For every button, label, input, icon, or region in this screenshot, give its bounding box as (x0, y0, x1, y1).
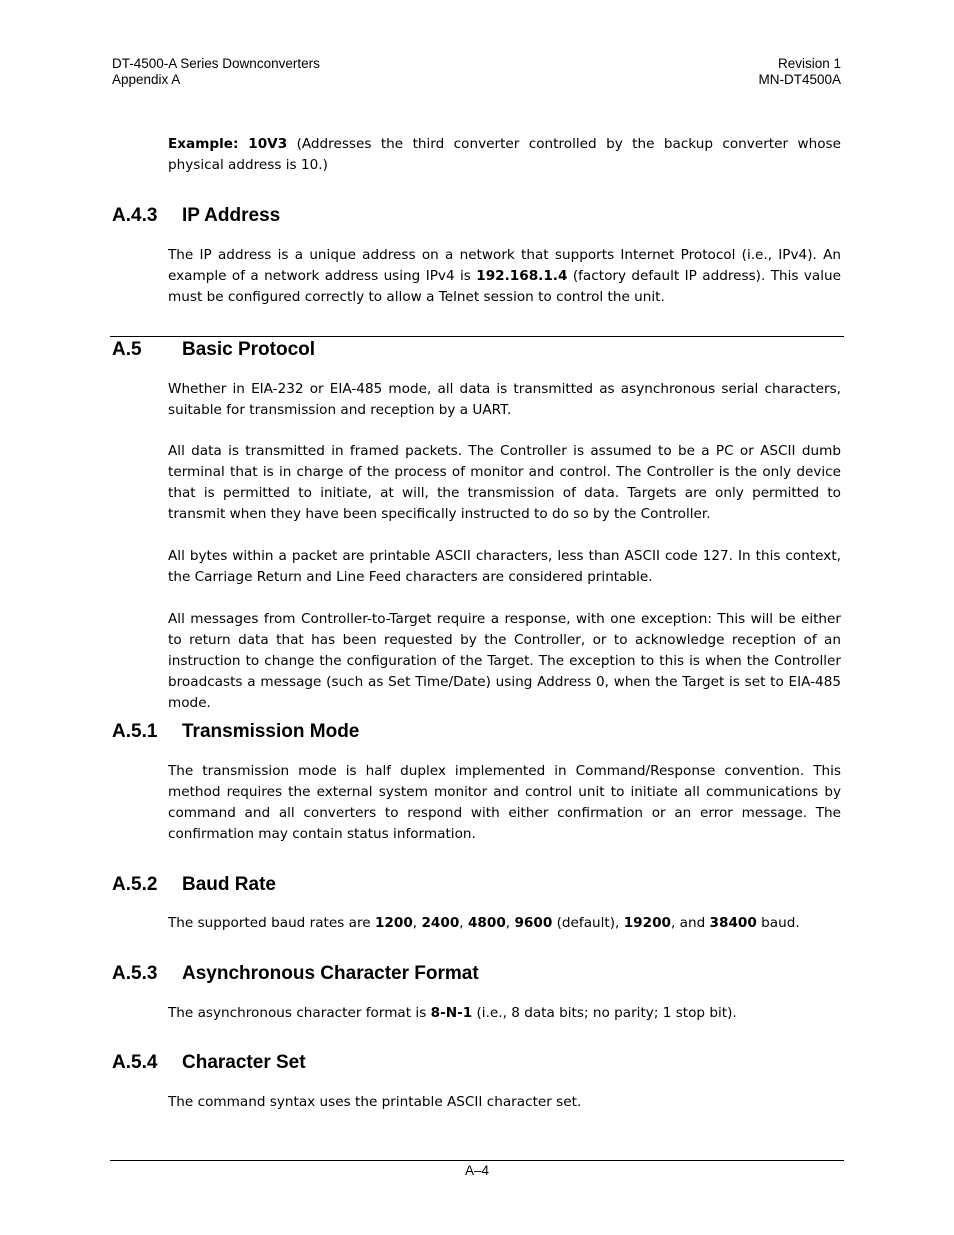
baud-text: The supported baud rates are (168, 915, 375, 931)
example-label: Example: 10V3 (168, 136, 288, 152)
section-number: A.5.1 (112, 721, 158, 742)
section-heading-a43 (112, 204, 280, 228)
section-title: Transmission Mode (182, 721, 360, 742)
baud-rate-value: 2400 (421, 915, 460, 931)
baud-rate-value: 4800 (467, 915, 506, 931)
baud-separator: , (459, 915, 468, 931)
page-number: A–4 (464, 1163, 490, 1178)
character-format-paragraph (168, 1003, 841, 1024)
default-ip-value: 192.168.1.4 (476, 268, 568, 284)
basic-protocol-paragraph-1: Whether in EIA-232 or EIA-485 mode, all data is transmitted as asynchronous serial characters, suitable for transmission and reception by a UART. (168, 381, 841, 418)
baud-text-end: baud. (756, 915, 800, 931)
section-heading-a5 (112, 338, 315, 362)
basic-protocol-paragraph-2: All data is transmitted in framed packets. The Controller is assumed to be a PC or ASCII dumb terminal that is in charge of the process of monitor and control. The Controller is the only device that is permitted to initiate, at will, the transmission of data. Targets are only permitted to transmit when they have been specifically instructed to do so by the Controller. (168, 443, 841, 522)
section-number: A.5.4 (112, 1052, 158, 1073)
revision-label: Revision 1 (777, 56, 841, 71)
section-heading-a54 (112, 1051, 306, 1075)
section-heading-a52 (112, 873, 276, 897)
baud-separator: , (412, 915, 422, 931)
baud-rate-value: 38400 (709, 915, 757, 931)
basic-protocol-paragraph-3: All bytes within a packet are printable ASCII characters, less than ASCII code 127. In this context, the Carriage Return and Line Feed characters are considered printable. (168, 548, 841, 585)
basic-protocol-paragraph-4: All messages from Controller-to-Target require a response, with one exception: This will be either to return data that has been requested by the Controller, or to acknowledge reception of an instruction to change the configuration of the Target. The exception to this is when the Controller broadcasts a message (such as Set Time/Date) using Address 0, when the Target is set to EIA-485 mode. (168, 611, 841, 711)
baud-rate-value: 19200 (623, 915, 671, 931)
baud-rate-value: 1200 (374, 915, 413, 931)
section-number: A.5 (112, 339, 142, 360)
section-title: IP Address (182, 205, 281, 226)
section-number: A.5.3 (112, 963, 158, 984)
character-set-paragraph: The command syntax uses the printable ASCII character set. (168, 1094, 582, 1110)
baud-separator: (default), (552, 915, 624, 931)
character-format-value: 8-N-1 (430, 1005, 473, 1021)
section-heading-a51 (112, 720, 359, 744)
baud-rate-paragraph (168, 913, 841, 934)
example-text: (Addresses the third converter controlled by the backup converter whose physical address is 10.) (168, 136, 841, 173)
appendix-label: Appendix A (112, 72, 181, 87)
section-number: A.4.3 (112, 205, 158, 226)
page-header-right (758, 56, 841, 88)
document-title: DT-4500-A Series Downconverters (112, 56, 320, 71)
ip-text-start: The IP address is a unique address on a network that supports Internet Protocol (i.e., IPv4). An example of a network address using IPv4 is (168, 247, 841, 284)
baud-separator: , (505, 915, 515, 931)
baud-separator: , and (671, 915, 710, 931)
example-paragraph (168, 134, 841, 176)
baud-rate-value: 9600 (514, 915, 553, 931)
section-divider (110, 336, 844, 337)
transmission-mode-paragraph: The transmission mode is half duplex implemented in Command/Response convention. This method requires the external system monitor and control unit to initiate all communications by command and all converters to respond with either confirmation or an error message. The confirmation may contain status information. (168, 763, 841, 842)
format-text-end: (i.e., 8 data bits; no parity; 1 stop bit). (472, 1005, 737, 1021)
section-title: Character Set (182, 1052, 306, 1073)
section-title: Baud Rate (182, 874, 276, 895)
ip-text-end: (factory default IP address). This value must be configured correctly to allow a Telnet session to control the unit. (168, 268, 842, 305)
manual-number: MN-DT4500A (758, 72, 841, 87)
footer-divider (110, 1160, 844, 1161)
format-text: The asynchronous character format is (168, 1005, 431, 1021)
section-number: A.5.2 (112, 874, 158, 895)
section-heading-a53 (112, 962, 479, 986)
page-header-left (112, 56, 320, 88)
ip-address-paragraph (168, 245, 841, 308)
section-title: Asynchronous Character Format (182, 963, 479, 984)
section-title: Basic Protocol (182, 339, 316, 360)
